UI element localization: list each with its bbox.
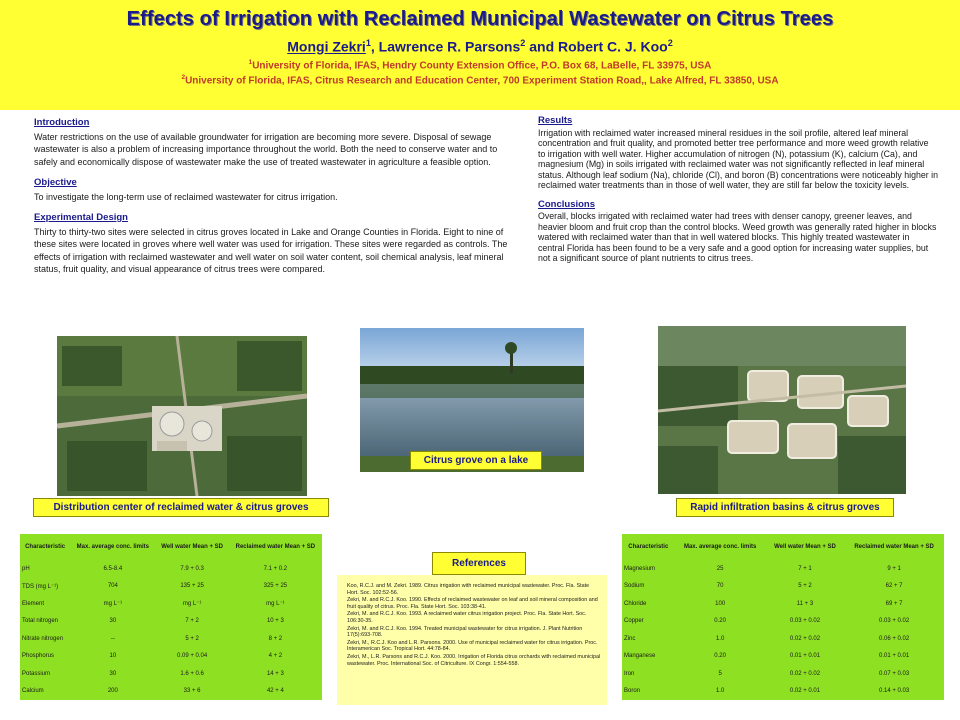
table-cell: Zinc [624,635,636,642]
table-cell: mg L⁻¹ [103,601,123,608]
table-cell: 33 + 6 [183,688,201,695]
table-cell: Phosphorus [22,653,55,660]
table-cell: 0.20 [714,653,726,660]
distribution-center-photo [57,336,307,496]
authors-line [0,38,960,55]
table-cell: 7 + 2 [185,618,199,625]
table-header-row [622,534,944,560]
water-quality-table-2 [622,534,944,700]
table-cell: Potassium [22,670,51,677]
experimental-design-text: Thirty to thirty-two sites were selected in citrus groves located in Lake and Orange Counties in Florida. Eight to nine of these sites were located in groves where well water was used for irrigation. These sites were regarded as controls. The effects of irrigation with reclaimed wastewater and well water on soil water content, soil chemical analysis, leaf mineral status, fruit quality, and visual appearance of citrus trees were compared. [34,226,508,274]
table-cell: 0.01 + 0.01 [879,653,910,660]
poster-title: Effects of Irrigation with Reclaimed Municipal Wastewater on Citrus Trees [126,8,834,30]
table-cell: Element [22,600,45,607]
table-cell: 0.20 [714,618,726,625]
table-header-cell: Well water Mean + SD [774,544,836,550]
table-cell: Chloride [624,600,647,607]
table-cell: 9 + 1 [887,565,901,572]
table-cell: 42 + 4 [266,688,284,695]
table-row [20,595,322,613]
objective-text: To investigate the long-term use of reclaimed wastewater for citrus irrigation. [34,191,338,202]
table-header-cell: Reclaimed water Mean + SD [235,544,316,550]
table-cell: 0.02 + 0.02 [789,670,821,677]
table-cell: 62 + 7 [885,583,903,590]
table-row [622,613,944,631]
table-cell: Manganese [624,653,656,660]
table-cell: Calcium [22,688,44,695]
table-cell: 8 + 2 [268,635,283,642]
table-cell: pH [22,565,30,572]
table-row [20,648,322,666]
experimental-design-heading: Experimental Design [34,212,128,223]
distribution-caption: Distribution center of reclaimed water & citrus groves [33,498,329,517]
table-cell: 0.07 + 0.03 [879,670,910,677]
table-row [622,578,944,596]
introduction-heading: Introduction [34,117,90,128]
conclusions-heading: Conclusions [538,198,596,210]
table-cell: 0.06 + 0.02 [879,635,910,642]
table-cell: Magnesium [624,565,656,572]
table-cell: 7 + 1 [798,565,812,572]
table-cell: 200 [107,688,118,695]
table-cell: 69 + 7 [885,600,903,607]
table-row [20,630,322,648]
affil1-sup: 1 [248,58,253,66]
table-cell: Iron [624,670,635,677]
affil1-text: University of Florida, IFAS, Hendry County Extension Office, P.O. Box 68, LaBelle, FL 33975, USA [252,59,712,71]
table-header-cell: Max. average conc. limits [76,544,150,550]
table-cell: 1.0 [715,635,725,642]
table-cell: 5 + 2 [185,635,199,642]
table-cell: mg L⁻¹ [182,601,202,608]
reference-item: Zekri, M. and R.C.J. Koo. 1994. Treated municipal wastewater for citrus irrigation. J. Plant Nutrition 17(5):693-708. [347,625,583,639]
author2-sup: 2 [520,38,526,48]
table-cell: 325 + 25 [263,583,288,590]
table-cell: 7.1 + 0.2 [263,565,288,572]
table-header-row [20,534,322,560]
objective-heading: Objective [34,177,77,188]
table-cell: Boron [624,688,641,695]
reference-item: Zekri, M., L.R. Parsons and R.C.J. Koo. 2000. Irrigation of Florida citrus orchards with reclaimed municipal wastewater. Proc. International Soc. of Citriculture. IX Congr. 1:554-558. [347,653,601,667]
affiliation-2 [0,74,960,86]
table-cell: 5 + 2 [798,583,812,590]
table-header-cell: Reclaimed water Mean + SD [854,544,934,550]
references-box [337,575,607,705]
table-cell: Copper [624,618,644,625]
reference-item: Zekri, M. and R.C.J. Koo. 1993. A reclaimed water citrus irrigation project. Proc. Fla. State Hort. Soc. 106:30-35. [347,611,587,624]
table-cell: 10 + 3 [266,618,284,625]
left-column [34,117,522,276]
table-cell: 30 [109,618,117,625]
table-cell: 1.6 + 0.6 [180,670,204,677]
table-cell: 5 [718,670,722,677]
author1-sup: 1 [365,38,371,48]
table-cell: 0.03 + 0.02 [789,618,821,625]
basins-photo [658,326,906,494]
introduction-text: Water restrictions on the use of available groundwater for irrigation are becoming more severe. Disposal of sewage wastewater is also a problem of increasing importance throughout the world. Both the need to conserve water and to safely and economically dispose of wastewater make the use of treated wastewater in agriculture a feasible option. [34,131,498,167]
table-cell: 0.09 + 0.04 [177,653,208,660]
table-cell: TDS (mg L⁻¹) [22,583,59,590]
table-cell: 14 + 3 [266,670,284,677]
table-row [20,560,322,578]
table-cell: Sodium [624,583,645,590]
table-row [20,665,322,683]
table-cell: Nitrate nitrogen [22,635,64,642]
table-row [622,683,944,701]
table-cell: 100 [715,600,726,607]
table-row [20,578,322,596]
table-header-cell: Characteristic [25,544,66,550]
lake-caption: Citrus grove on a lake [410,451,542,470]
conclusions-text: Overall, blocks irrigated with reclaimed water had trees with denser canopy, greener leaves, and heavier bloom and fruit crop than the control blocks. Weed growth was generally rated higher in blocks watered with reclaimed water than that in well watered blocks. This highly treated wastewater in central Florida has been found to be a very safe and a good option for increasing water supplies, but not a significant source of plant nutrients to citrus trees. [538,211,937,263]
table-cell: 135 + 25 [180,583,204,590]
table-cell: 0.02 + 0.02 [789,635,821,642]
table-cell: 70 [716,583,724,590]
table-header-cell: Characteristic [628,544,669,550]
affil2-sup: 2 [181,73,186,81]
table-cell: 0.14 + 0.03 [879,688,910,695]
table-row [622,560,944,578]
table-row [622,595,944,613]
table-row [622,648,944,666]
right-column [538,116,938,264]
poster-header [0,0,960,110]
author3-sup: 2 [667,38,673,48]
affil2-text: University of Florida, IFAS, Citrus Research and Education Center, 700 Experiment Station Road,, Lake Alfred, FL 33850, USA [185,75,779,87]
table-cell: 0.02 + 0.01 [789,688,821,695]
table-row [20,683,322,701]
table-cell: 25 [716,565,724,572]
table-cell: 6.5-8.4 [103,565,123,572]
table-cell: 10 [109,653,117,660]
table-cell: 1.0 [715,688,725,695]
basins-caption: Rapid infiltration basins & citrus groves [676,498,894,517]
references-heading: References [432,552,526,575]
table-row [20,613,322,631]
table-cell: Total nitrogen [22,618,59,625]
affiliation-1 [0,59,960,71]
results-heading: Results [538,115,573,126]
table-cell: 11 + 3 [796,600,814,607]
reference-item: Koo, R.C.J. and M. Zekri. 1989. Citrus irrigation with reclaimed municipal wastewater. Proc. Fla. State Hort. Soc. 102:52-56. [347,583,590,596]
table-header-cell: Max. average conc. limits [683,544,757,550]
water-quality-table-1 [20,534,322,700]
reference-item: Zekri, M., R.C.J. Koo and L.R. Parsons. 2000. Use of municipal reclaimed water for citrus irrigation. Proc. Interamerican Soc. Tropical Hort. 44:78-84. [347,639,598,653]
table-cell: -- [110,635,115,642]
authors-tail: and Robert C. J. Koo [525,38,668,55]
table-row [622,630,944,648]
authors-rest: , Lawrence R. Parsons [370,38,521,55]
table-row [622,665,944,683]
author-link[interactable]: Mongi Zekri [287,38,366,55]
table-header-cell: Well water Mean + SD [161,544,223,550]
results-text: Irrigation with reclaimed water increased mineral residues in the soil profile, altered leaf mineral concentration and fruit quality, and promoted better tree performance and more weed growth relative to irrigation with well water. Higher accumulation of nitrogen (N), potassium (K), calcium (Ca), and magnesium (Mg) in soils irrigated with reclaimed water was not significantly reflected in leaf mineral status. Although leaf sodium (Na), chloride (Cl), and boron (B) concentrations were noticeably higher in reclaimed water treatments than in those of well water, they are still far below the toxicity levels. [538,127,938,190]
table-cell: 0.01 + 0.01 [789,653,821,660]
table-cell: 7.9 + 0.3 [180,565,204,572]
reference-item: Zekri, M. and R.C.J. Koo. 1990. Effects of reclaimed wastewater on leaf and soil mineral composition and fruit quality of citrus. Proc. Fla. State Hort. Soc. 103:38-41. [347,597,598,610]
table-cell: 704 [107,583,118,590]
table-cell: 0.03 + 0.02 [879,618,910,625]
table-cell: mg L⁻¹ [266,601,285,608]
table-cell: 30 [109,670,117,677]
table-cell: 4 + 2 [268,653,283,660]
